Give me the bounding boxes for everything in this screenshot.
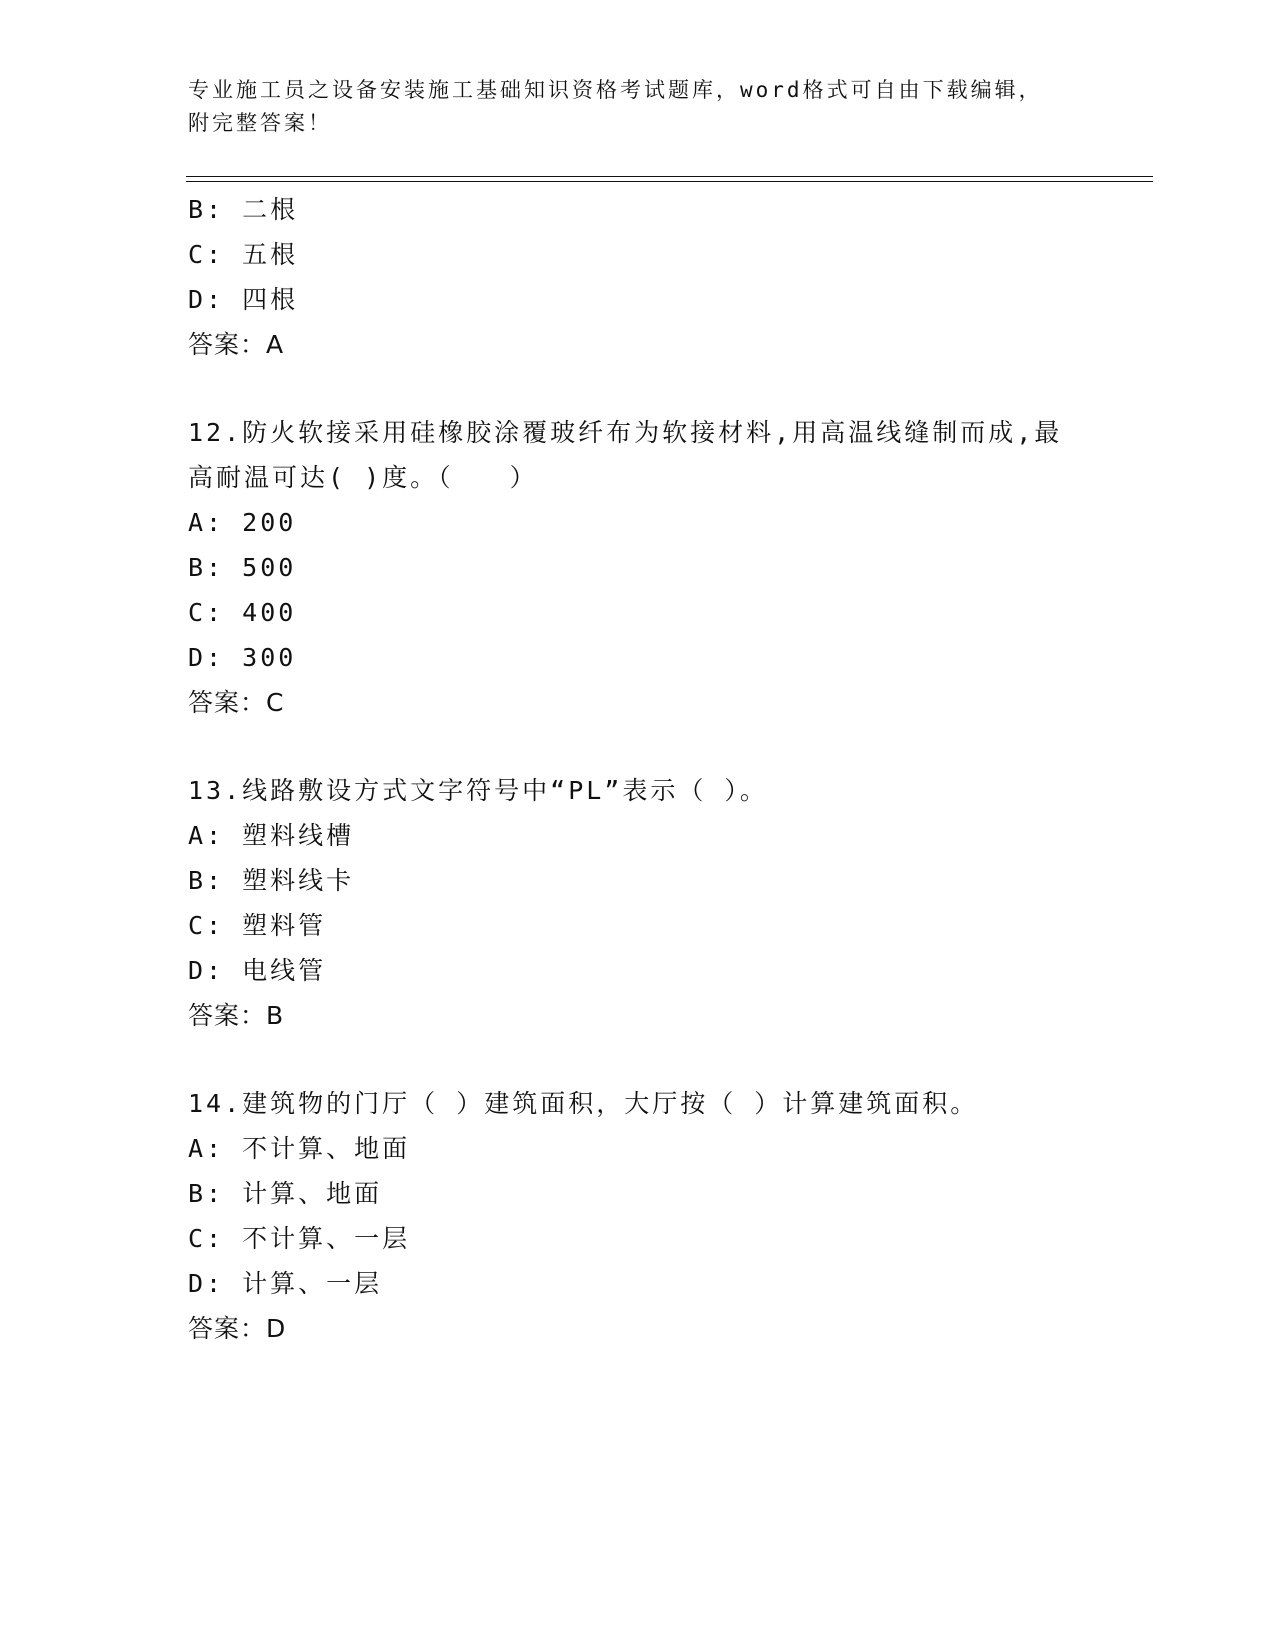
q12-option-a: A: 200 [188, 508, 297, 537]
q14-option-d: D: 计算、一层 [188, 1269, 383, 1298]
q13-option-d: D: 电线管 [188, 956, 327, 985]
q12-stem-line-1: 12.防火软接采用硅橡胶涂覆玻纤布为软接材料,用高温线缝制而成,最 [188, 418, 1063, 447]
q11-option-b: B: 二根 [188, 195, 299, 224]
q14-answer: 答案：D [188, 1314, 287, 1343]
header-divider-top [186, 176, 1153, 177]
header-line-1: 专业施工员之设备安装施工基础知识资格考试题库，word格式可自由下载编辑， [188, 78, 1043, 102]
q11-option-c: C: 五根 [188, 240, 299, 269]
document-header [188, 74, 1088, 140]
q14-option-c: C: 不计算、一层 [188, 1224, 411, 1253]
q13-answer: 答案：B [188, 1001, 285, 1030]
q11-answer: 答案：A [188, 330, 285, 359]
q12-option-b: B: 500 [188, 553, 297, 582]
q12-stem-line-2: 高耐温可达( )度。（ ） [188, 463, 538, 492]
q12-option-c: C: 400 [188, 598, 297, 627]
q14-stem: 14.建筑物的门厅（ ）建筑面积，大厅按（ ）计算建筑面积。 [188, 1089, 979, 1118]
q14-option-a: A: 不计算、地面 [188, 1134, 411, 1163]
header-divider-bottom [186, 181, 1153, 182]
q12-option-d: D: 300 [188, 643, 297, 672]
q11-option-d: D: 四根 [188, 285, 299, 314]
q13-option-c: C: 塑料管 [188, 911, 327, 940]
q13-stem: 13.线路敷设方式文字符号中“PL”表示（ ）。 [188, 776, 768, 805]
header-line-2: 附完整答案！ [188, 111, 332, 135]
q13-option-a: A: 塑料线槽 [188, 821, 355, 850]
q12-answer: 答案：C [188, 688, 285, 717]
q14-option-b: B: 计算、地面 [188, 1179, 383, 1208]
q13-option-b: B: 塑料线卡 [188, 866, 355, 895]
